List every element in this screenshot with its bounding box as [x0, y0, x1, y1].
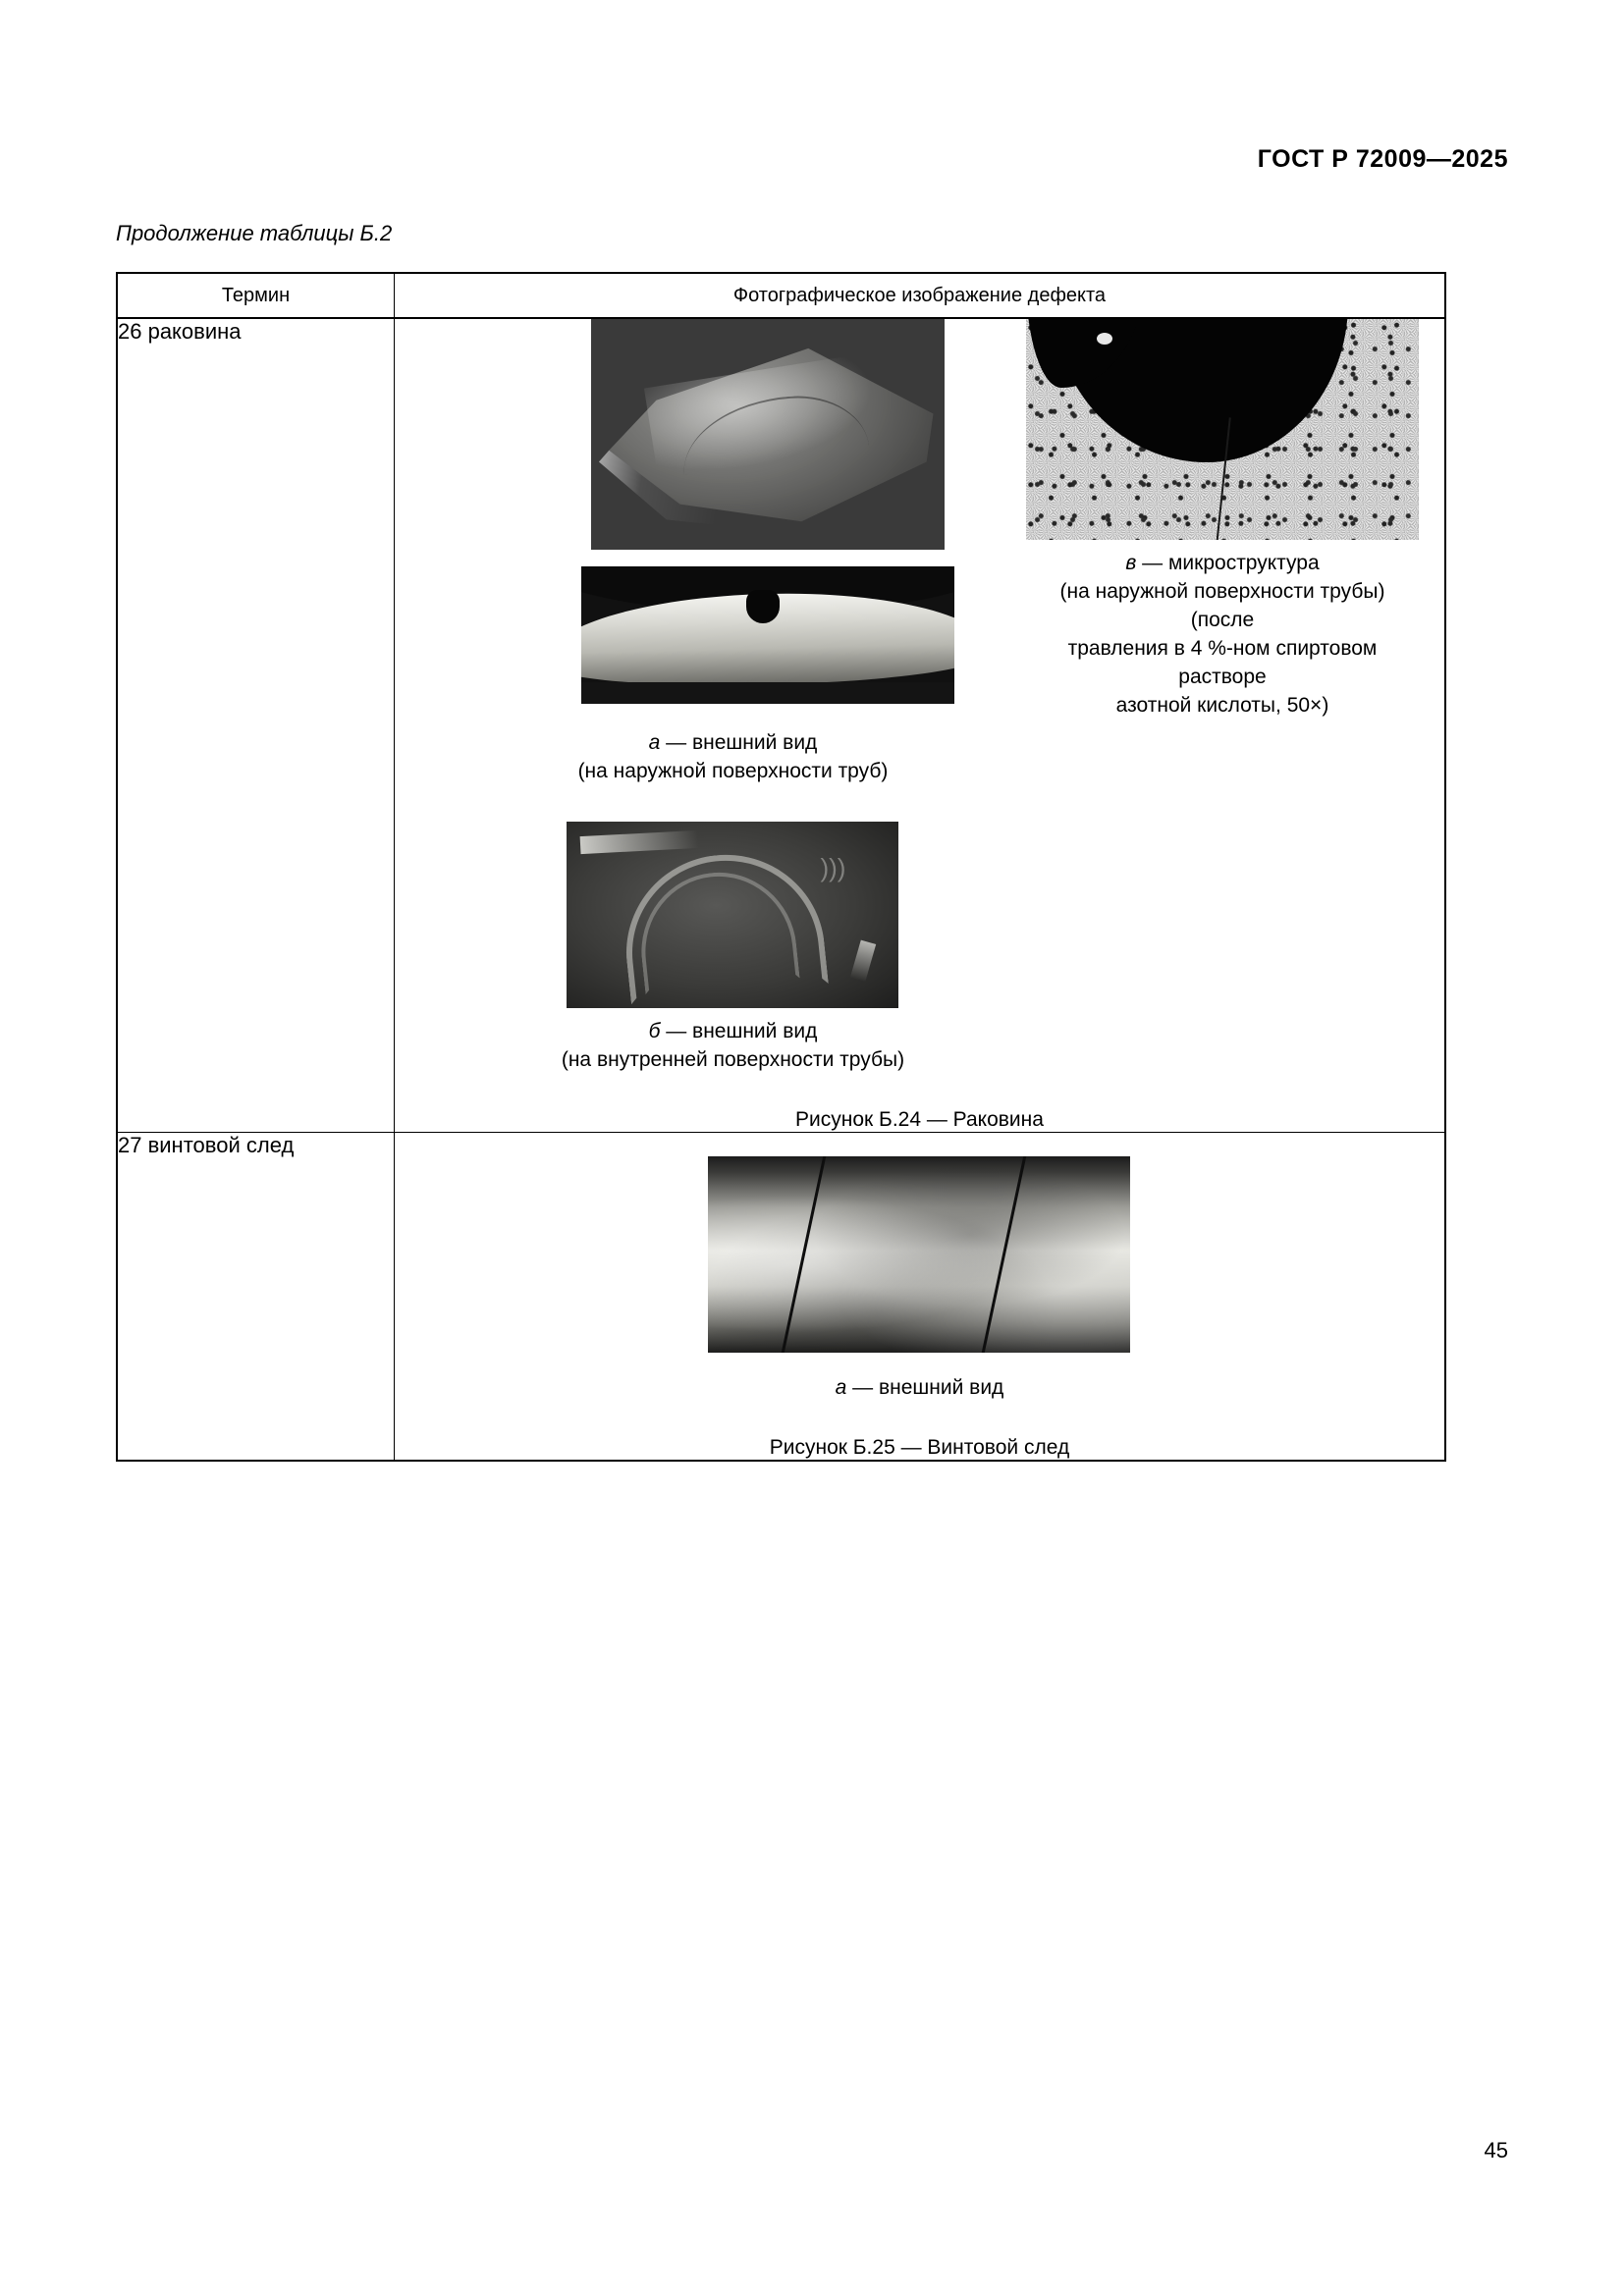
photo-microstructure	[1026, 319, 1419, 540]
document-standard-header: ГОСТ Р 72009—2025	[1257, 145, 1508, 173]
term-cell-27: 27 винтовой след	[117, 1132, 394, 1460]
caption-v-text3: травления в 4 %-ном спиртовом растворе	[1067, 636, 1378, 688]
cross-section-cavity	[746, 590, 780, 623]
inner-surface-marks: )))	[820, 852, 846, 882]
caption-v-text4: азотной кислоты, 50×)	[1115, 693, 1329, 717]
inner-surface-highlight	[580, 830, 699, 854]
caption-a-text-27: — внешний вид	[852, 1375, 1004, 1399]
figure-group-raковina-top	[395, 319, 1444, 717]
caption-v-text2: (на наружной поверхности трубы) (после	[1059, 579, 1385, 631]
term-cell-26: 26 раковина	[117, 318, 394, 1132]
column-header-term: Термин	[117, 273, 394, 318]
caption-a-text2: (на наружной поверхности труб)	[577, 759, 889, 782]
table-row	[117, 318, 1445, 1132]
screw-trace-surface-texture	[708, 1156, 1130, 1353]
caption-external-view-outer	[395, 729, 1071, 786]
figure-title-b24: Рисунок Б.24 — Раковина	[795, 1107, 1044, 1131]
figure-microstructure-block	[1026, 319, 1419, 721]
caption-screw-external-view	[395, 1374, 1444, 1403]
table-continuation-label: Продолжение таблицы Б.2	[116, 221, 393, 245]
photo-screw-trace-external-view	[708, 1156, 1130, 1353]
photo-external-view-inner-surface	[567, 822, 898, 1008]
page-number: 45	[1484, 2138, 1508, 2163]
caption-external-view-inner	[395, 1018, 1071, 1075]
caption-letter-b: б	[648, 1019, 661, 1042]
caption-letter-v: в	[1125, 552, 1137, 574]
caption-b-text2: (на внутренней поверхности трубы)	[561, 1047, 905, 1071]
caption-microstructure	[1026, 550, 1419, 721]
figure-title-b25: Рисунок Б.25 — Винтовой след	[769, 1435, 1070, 1459]
caption-v-text: — микроструктура	[1142, 552, 1320, 574]
column-header-photo: Фотографическое изображение дефекта	[394, 273, 1445, 318]
figure-group-inner-surface	[395, 822, 1071, 1075]
photo-cell-27	[394, 1132, 1445, 1460]
inner-surface-highlight-secondary	[850, 940, 876, 983]
photo-cell-26	[394, 318, 1445, 1132]
caption-b-text: — внешний вид	[666, 1019, 818, 1042]
table-row	[117, 1132, 1445, 1460]
table-header-row	[117, 273, 1445, 318]
cross-section-lower-edge	[581, 682, 954, 704]
defect-table	[116, 272, 1446, 1462]
photo-cross-section-outer-surface	[581, 566, 954, 704]
photo-external-view-outer-surface	[591, 319, 945, 550]
caption-a-text: — внешний вид	[666, 731, 818, 754]
caption-letter-a: а	[648, 731, 661, 754]
microstructure-inclusion	[1097, 333, 1112, 345]
caption-letter-a-27: а	[835, 1375, 847, 1399]
